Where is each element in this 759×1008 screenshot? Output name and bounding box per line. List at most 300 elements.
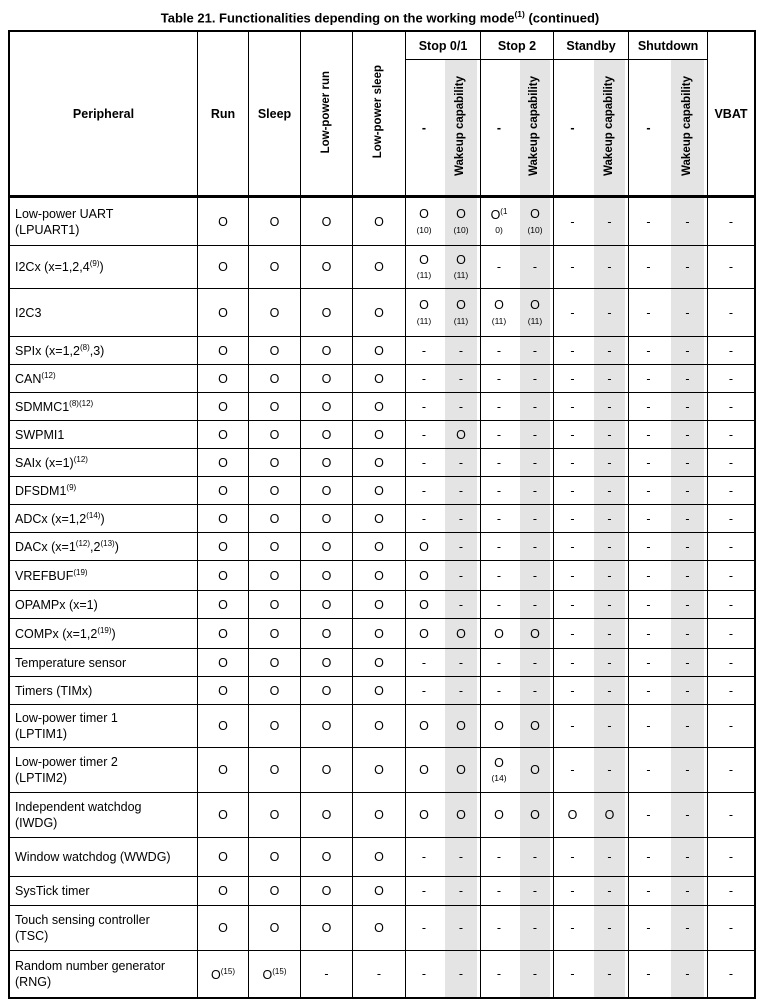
value-cell: O	[249, 393, 301, 421]
value-cell: O	[301, 289, 353, 337]
value-cell: O	[198, 421, 249, 449]
value-cell: -	[301, 951, 353, 997]
value-cell: -	[554, 505, 591, 533]
value-cell: -	[406, 877, 442, 906]
value-cell: -	[442, 477, 481, 505]
value-cell: -	[481, 677, 517, 705]
value-cell: -	[668, 591, 708, 619]
value-cell: O	[353, 649, 406, 677]
value-cell: O (10)	[517, 198, 554, 246]
value-cell: -	[668, 198, 708, 246]
value-cell: O	[301, 748, 353, 793]
value-cell: -	[668, 393, 708, 421]
value-cell: O	[353, 505, 406, 533]
value-cell: O	[481, 705, 517, 748]
value-cell: -	[591, 289, 629, 337]
col-header-stop2-dash: -	[481, 60, 517, 198]
value-cell: -	[668, 421, 708, 449]
value-cell: -	[554, 619, 591, 649]
value-cell: -	[442, 505, 481, 533]
table-row	[10, 505, 754, 533]
value-cell: O	[301, 561, 353, 591]
value-cell: -	[406, 421, 442, 449]
value-cell: -	[629, 649, 668, 677]
value-cell: O	[198, 393, 249, 421]
table-row	[10, 561, 754, 591]
value-cell: O	[353, 591, 406, 619]
value-cell: -	[668, 449, 708, 477]
value-cell: -	[708, 649, 754, 677]
value-cell: O	[301, 877, 353, 906]
value-cell: -	[554, 838, 591, 877]
value-cell: -	[708, 748, 754, 793]
value-cell: -	[554, 748, 591, 793]
value-cell: -	[629, 289, 668, 337]
value-cell: O	[249, 649, 301, 677]
value-cell: O	[442, 705, 481, 748]
value-cell: -	[708, 906, 754, 951]
value-cell: O	[442, 619, 481, 649]
value-cell: -	[591, 677, 629, 705]
value-cell: O	[353, 449, 406, 477]
value-cell: -	[708, 838, 754, 877]
table-row	[10, 591, 754, 619]
value-cell: -	[517, 838, 554, 877]
value-cell: -	[629, 477, 668, 505]
value-cell: O	[198, 838, 249, 877]
value-cell: O	[442, 793, 481, 838]
value-cell: -	[517, 951, 554, 997]
value-cell: -	[554, 365, 591, 393]
value-cell: O	[249, 289, 301, 337]
value-cell: -	[554, 337, 591, 365]
value-cell: $O^{(1}$ 0)	[481, 198, 517, 246]
value-cell: -	[668, 838, 708, 877]
value-cell: $O^{(15)}$	[198, 951, 249, 997]
value-cell: O	[249, 748, 301, 793]
value-cell: O	[198, 906, 249, 951]
value-cell: -	[406, 337, 442, 365]
value-cell: -	[554, 246, 591, 289]
value-cell: O	[301, 649, 353, 677]
value-cell: -	[406, 449, 442, 477]
value-cell: -	[517, 337, 554, 365]
value-cell: -	[591, 365, 629, 393]
value-cell: O	[301, 393, 353, 421]
peripheral-name: SWPMI1	[10, 421, 198, 449]
value-cell: O	[353, 877, 406, 906]
value-cell: O	[406, 748, 442, 793]
value-cell: O	[353, 246, 406, 289]
peripheral-name: Timers (TIMx)	[10, 677, 198, 705]
table-row	[10, 246, 754, 289]
value-cell: -	[668, 561, 708, 591]
value-cell: O	[353, 337, 406, 365]
value-cell: O	[249, 198, 301, 246]
table-row	[10, 449, 754, 477]
value-cell: O	[249, 477, 301, 505]
value-cell: -	[517, 477, 554, 505]
value-cell: -	[629, 561, 668, 591]
table-row	[10, 289, 754, 337]
value-cell: O	[481, 793, 517, 838]
value-cell: -	[708, 705, 754, 748]
value-cell: -	[668, 337, 708, 365]
table-row	[10, 619, 754, 649]
value-cell: -	[591, 421, 629, 449]
value-cell: -	[629, 365, 668, 393]
value-cell: -	[668, 877, 708, 906]
wakeup-capability-label: Wakeup capability	[602, 76, 615, 177]
value-cell: -	[481, 591, 517, 619]
value-cell: -	[668, 533, 708, 561]
value-cell: -	[668, 677, 708, 705]
value-cell: O	[249, 533, 301, 561]
value-cell: -	[591, 748, 629, 793]
peripheral-name: DFSDM1$^{(9)}$	[10, 477, 198, 505]
value-cell: -	[442, 877, 481, 906]
value-cell: O (14)	[481, 748, 517, 793]
value-cell: -	[517, 533, 554, 561]
value-cell: -	[554, 906, 591, 951]
value-cell: -	[442, 449, 481, 477]
value-cell: O	[198, 477, 249, 505]
low-power-run-label: Low-power run	[319, 70, 332, 154]
value-cell: -	[442, 561, 481, 591]
value-cell: -	[442, 533, 481, 561]
value-cell: -	[646, 967, 651, 982]
value-cell: -	[591, 393, 629, 421]
value-cell: -	[554, 705, 591, 748]
value-cell: -	[442, 906, 481, 951]
value-cell: -	[591, 877, 629, 906]
value-cell: -	[629, 246, 668, 289]
peripheral-name: SPIx $(x=1,2^{(8)},3)$	[10, 337, 198, 365]
value-cell: O (10)	[442, 198, 481, 246]
value-cell: -	[591, 561, 629, 591]
value-cell: -	[554, 591, 591, 619]
value-cell: O	[198, 591, 249, 619]
value-cell: O	[249, 705, 301, 748]
value-cell: -	[554, 649, 591, 677]
value-cell: -	[442, 591, 481, 619]
value-cell: -	[708, 477, 754, 505]
value-cell: O	[249, 365, 301, 393]
value-cell: -	[517, 677, 554, 705]
value-cell: O	[301, 337, 353, 365]
col-header-shutdown-wakeup	[668, 60, 708, 198]
value-cell: O	[301, 477, 353, 505]
value-cell: O	[301, 449, 353, 477]
value-cell: O	[198, 649, 249, 677]
table-row	[10, 838, 754, 877]
value-cell: -	[481, 505, 517, 533]
value-cell: O	[249, 906, 301, 951]
value-cell: O	[353, 705, 406, 748]
value-cell: O	[198, 705, 249, 748]
value-cell: O	[353, 533, 406, 561]
peripheral-name: SAIx (x=1)$^{(12)}$	[10, 449, 198, 477]
value-cell: -	[629, 906, 668, 951]
value-cell: O	[249, 449, 301, 477]
value-cell: -	[517, 877, 554, 906]
table-row	[10, 198, 754, 246]
value-cell: -	[481, 246, 517, 289]
value-cell: -	[629, 337, 668, 365]
value-cell: O	[198, 533, 249, 561]
value-cell: O	[301, 838, 353, 877]
value-cell: -	[554, 289, 591, 337]
value-cell: O (11)	[517, 289, 554, 337]
table-row	[10, 477, 754, 505]
value-cell: -	[591, 246, 629, 289]
value-cell: O	[301, 906, 353, 951]
value-cell: O	[301, 421, 353, 449]
value-cell: -	[554, 677, 591, 705]
wakeup-capability-label: Wakeup capability	[528, 76, 541, 177]
value-cell: O	[353, 793, 406, 838]
value-cell: -	[708, 246, 754, 289]
value-cell: -	[708, 289, 754, 337]
value-cell: -	[591, 619, 629, 649]
value-cell: -	[708, 877, 754, 906]
value-cell: -	[668, 365, 708, 393]
value-cell: O	[406, 793, 442, 838]
value-cell: O	[301, 246, 353, 289]
value-cell: O	[353, 748, 406, 793]
low-power-sleep-label: Low-power sleep	[372, 65, 385, 159]
value-cell: -	[708, 533, 754, 561]
value-cell: -	[442, 393, 481, 421]
value-cell: -	[591, 505, 629, 533]
value-cell: -	[406, 477, 442, 505]
value-cell: -	[570, 967, 575, 982]
peripheral-name: CAN$^{(12)}$	[10, 365, 198, 393]
table-row	[10, 951, 754, 997]
value-cell: O	[198, 877, 249, 906]
value-cell: O	[353, 421, 406, 449]
value-cell: -	[554, 393, 591, 421]
value-cell: O	[353, 677, 406, 705]
col-header-peripheral: Peripheral	[10, 32, 198, 198]
value-cell: -	[481, 649, 517, 677]
table-row	[10, 421, 754, 449]
value-cell: O	[353, 838, 406, 877]
value-cell: -	[591, 591, 629, 619]
value-cell: -	[406, 838, 442, 877]
value-cell: -	[481, 561, 517, 591]
value-cell: O (10)	[406, 198, 442, 246]
value-cell: O	[406, 591, 442, 619]
value-cell: -	[517, 449, 554, 477]
value-cell: O (11)	[406, 289, 442, 337]
value-cell: -	[406, 906, 442, 951]
value-cell: -	[591, 838, 629, 877]
value-cell: -	[517, 591, 554, 619]
value-cell: -	[442, 337, 481, 365]
peripheral-name: Low-power timer 2 (LPTIM2)	[10, 748, 198, 793]
value-cell: -	[629, 838, 668, 877]
value-cell: -	[554, 877, 591, 906]
table-header	[10, 32, 754, 198]
value-cell: -	[668, 246, 708, 289]
value-cell: -	[629, 748, 668, 793]
value-cell: O	[301, 365, 353, 393]
col-header-vbat: VBAT	[708, 32, 754, 198]
value-cell: O	[442, 748, 481, 793]
col-group-standby: Standby	[554, 32, 629, 60]
value-cell: -	[421, 967, 427, 982]
value-cell: O	[301, 619, 353, 649]
peripheral-name: Independent watchdog (IWDG)	[10, 793, 198, 838]
col-header-sleep: Sleep	[249, 32, 301, 198]
value-cell: O (11)	[481, 289, 517, 337]
value-cell: -	[668, 619, 708, 649]
value-cell: O	[554, 793, 591, 838]
value-cell: -	[517, 505, 554, 533]
value-cell: -	[629, 449, 668, 477]
value-cell: -	[629, 198, 668, 246]
value-cell: -	[554, 198, 591, 246]
value-cell: O	[249, 838, 301, 877]
value-cell: O	[198, 677, 249, 705]
value-cell: O	[198, 365, 249, 393]
value-cell: -	[517, 561, 554, 591]
col-header-low-power-run	[301, 32, 353, 198]
table-row	[10, 677, 754, 705]
table-row	[10, 533, 754, 561]
value-cell: -	[668, 289, 708, 337]
value-cell: O	[198, 793, 249, 838]
value-cell: -	[668, 705, 708, 748]
value-cell: -	[591, 198, 629, 246]
value-cell: -	[481, 838, 517, 877]
value-cell: -	[591, 477, 629, 505]
value-cell: -	[629, 793, 668, 838]
value-cell: O	[591, 793, 629, 838]
peripheral-name: $SDMMC1^{(8)(12)}$	[10, 393, 198, 421]
value-cell: -	[481, 393, 517, 421]
table-row	[10, 337, 754, 365]
value-cell: O	[249, 877, 301, 906]
table-row	[10, 877, 754, 906]
value-cell: -	[629, 393, 668, 421]
value-cell: -	[591, 533, 629, 561]
value-cell: -	[708, 561, 754, 591]
value-cell: O	[353, 619, 406, 649]
peripheral-name: Low-power UART (LPUART1)	[10, 198, 198, 246]
value-cell: -	[517, 649, 554, 677]
value-cell: O	[198, 505, 249, 533]
col-header-stop01-dash: -	[406, 60, 442, 198]
value-cell: O	[481, 619, 517, 649]
value-cell: O	[517, 748, 554, 793]
value-cell: -	[708, 591, 754, 619]
value-cell: O (11)	[442, 289, 481, 337]
peripheral-name: Low-power timer 1 (LPTIM1)	[10, 705, 198, 748]
value-cell: -	[591, 906, 629, 951]
value-cell: -	[517, 365, 554, 393]
value-cell: -	[554, 533, 591, 561]
value-cell: -	[629, 591, 668, 619]
value-cell: -	[591, 337, 629, 365]
value-cell: -	[708, 198, 754, 246]
value-cell: O (11)	[406, 246, 442, 289]
col-header-shutdown-dash: -	[629, 60, 668, 198]
table-title: Table 21. Functionalities depending on the working mode$^{(1)}$ (continued)	[160, 9, 600, 26]
value-cell: -	[708, 505, 754, 533]
value-cell: -	[591, 649, 629, 677]
value-cell: O	[249, 619, 301, 649]
value-cell: -	[442, 838, 481, 877]
value-cell: -	[629, 533, 668, 561]
value-cell: -	[481, 449, 517, 477]
peripheral-name: Random number generator (RNG)	[10, 951, 198, 997]
value-cell: O	[249, 677, 301, 705]
value-cell: O	[301, 505, 353, 533]
table-row	[10, 906, 754, 951]
col-header-standby-wakeup	[591, 60, 629, 198]
value-cell: -	[554, 561, 591, 591]
value-cell: -	[708, 365, 754, 393]
col-header-run: Run	[198, 32, 249, 198]
value-cell: -	[481, 906, 517, 951]
peripheral-name: Temperature sensor	[10, 649, 198, 677]
value-cell: $O^{(15)}$	[249, 951, 301, 997]
value-cell: -	[629, 877, 668, 906]
value-cell: O	[198, 619, 249, 649]
peripheral-name: Touch sensing controller (TSC)	[10, 906, 198, 951]
value-cell: O	[406, 619, 442, 649]
col-group-stop2: Stop 2	[481, 32, 554, 60]
value-cell: -	[629, 619, 668, 649]
value-cell: -	[629, 505, 668, 533]
value-cell: O	[249, 337, 301, 365]
value-cell: O (11)	[442, 246, 481, 289]
value-cell: -	[591, 705, 629, 748]
value-cell: -	[406, 649, 442, 677]
value-cell: O	[301, 591, 353, 619]
value-cell: O	[249, 591, 301, 619]
value-cell: O	[353, 289, 406, 337]
value-cell: O	[198, 337, 249, 365]
value-cell: O	[353, 198, 406, 246]
table-row	[10, 365, 754, 393]
value-cell: -	[406, 677, 442, 705]
peripheral-name: ADCx $(x=1,2^{(14)})$	[10, 505, 198, 533]
table-row	[10, 793, 754, 838]
value-cell: -	[517, 246, 554, 289]
value-cell: O	[301, 677, 353, 705]
peripheral-name: OPAMPx (x=1)	[10, 591, 198, 619]
value-cell: -	[708, 619, 754, 649]
value-cell: -	[554, 421, 591, 449]
value-cell: O	[517, 793, 554, 838]
peripheral-name: Window watchdog (WWDG)	[10, 838, 198, 877]
value-cell: O	[198, 198, 249, 246]
value-cell: -	[708, 793, 754, 838]
table-body	[10, 198, 754, 997]
table-row	[10, 393, 754, 421]
value-cell: -	[481, 365, 517, 393]
value-cell: -	[481, 421, 517, 449]
value-cell: O	[442, 421, 481, 449]
value-cell: O	[249, 421, 301, 449]
value-cell: -	[353, 951, 406, 997]
value-cell: -	[629, 677, 668, 705]
value-cell: O	[249, 561, 301, 591]
peripheral-name: COMPx $(x=1,2^{(19)})$	[10, 619, 198, 649]
